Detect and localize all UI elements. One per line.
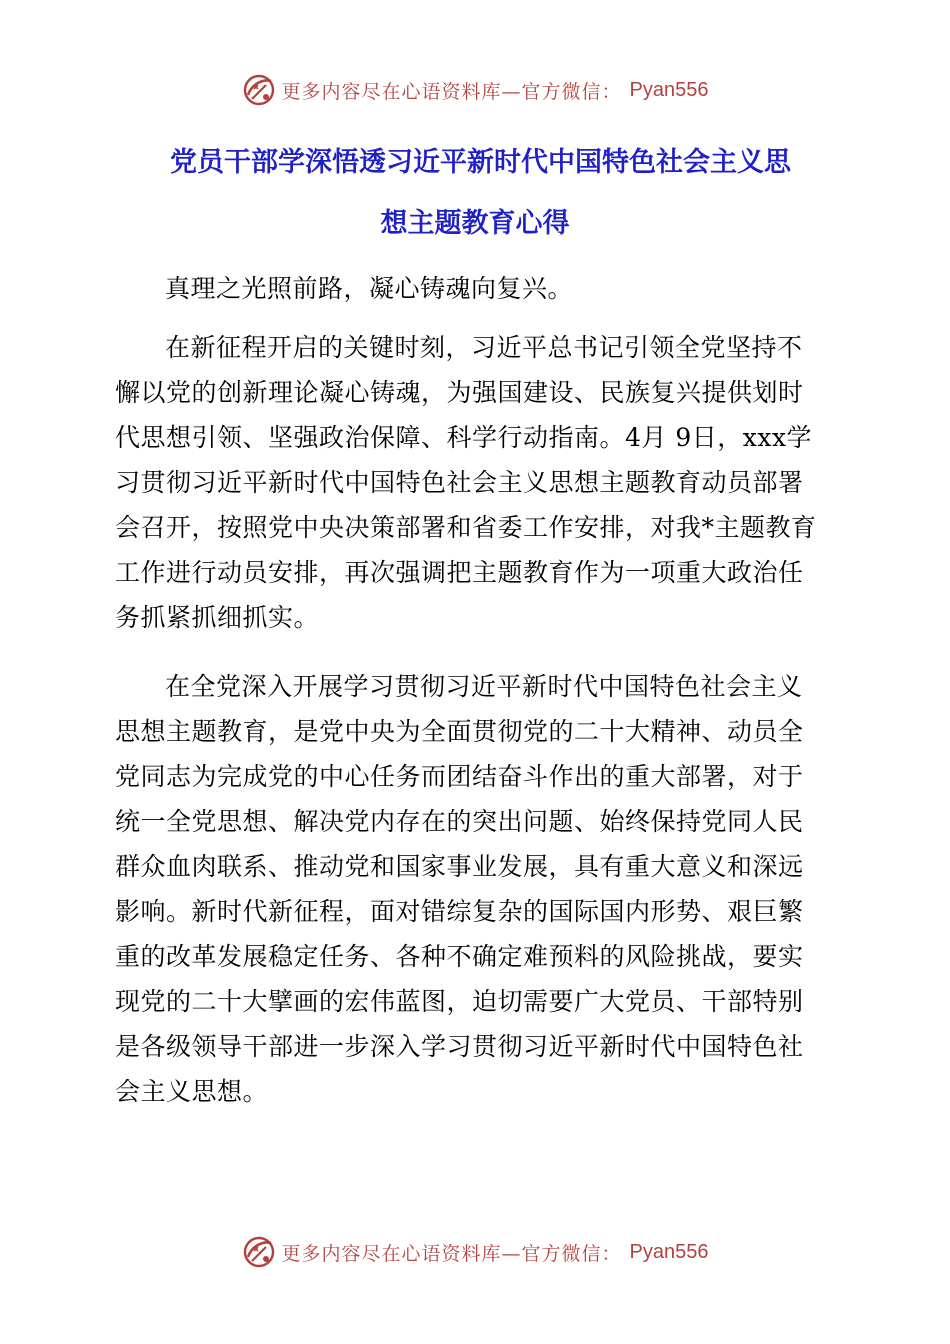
- seal-logo-icon: [242, 73, 276, 107]
- document-body: [115, 266, 827, 1114]
- seal-logo-icon: [242, 1235, 276, 1269]
- footer-banner: [0, 1232, 950, 1272]
- banner-text: 更多内容尽在心语资料库—官方微信：: [281, 1242, 622, 1265]
- paragraph-1: 真理之光照前路，凝心铸魂向复兴。: [165, 274, 574, 303]
- document-title-line-2: 想主题教育心得: [380, 208, 570, 239]
- paragraph-3: 在全党深入开展学习贯彻习近平新时代中国特色社会主义思想主题教育，是党中央为全面贯彻党的二十大精神、动员全党同志为完成党的中心任务而团结奋斗作出的重大部署，对于统一全党思想、解决党内存在的突出问题、始终保持党同人民群众血肉联系、推动党和国家事业发展，具有重大意义和深远影响。新时代新征程，面对错综复杂的国际国内形势、艰巨繁重的改革发展稳定任务、各种不确定难预料的风险挑战，要实现党的二十大擘画的宏伟蓝图，迫切需要广大党员、干部特别是各级领导干部进一步深入学习贯彻习近平新时代中国特色社会主义思想。: [115, 672, 804, 1106]
- paragraph-2: 在新征程开启的关键时刻，习近平总书记引领全党坚持不懈以党的创新理论凝心铸魂，为强国建设、民族复兴提供划时代思想引领、坚强政治保障、科学行动指南。4月 9日，xxx学习贯彻习近平新时代中国特色社会主义思想主题教育动员部署会召开，按照党中央决策部署和省委工作安排，对我*主题教育工作进行动员安排，再次强调把主题教育作为一项重大政治任务抓紧抓细抓实。: [115, 333, 817, 632]
- banner-text: 更多内容尽在心语资料库—官方微信：: [281, 80, 622, 103]
- header-banner: [0, 70, 950, 110]
- wechat-id: Pyan556: [629, 1240, 709, 1263]
- document-title-line-1: 党员干部学深悟透习近平新时代中国特色社会主义思: [170, 147, 791, 178]
- wechat-id: Pyan556: [629, 78, 709, 101]
